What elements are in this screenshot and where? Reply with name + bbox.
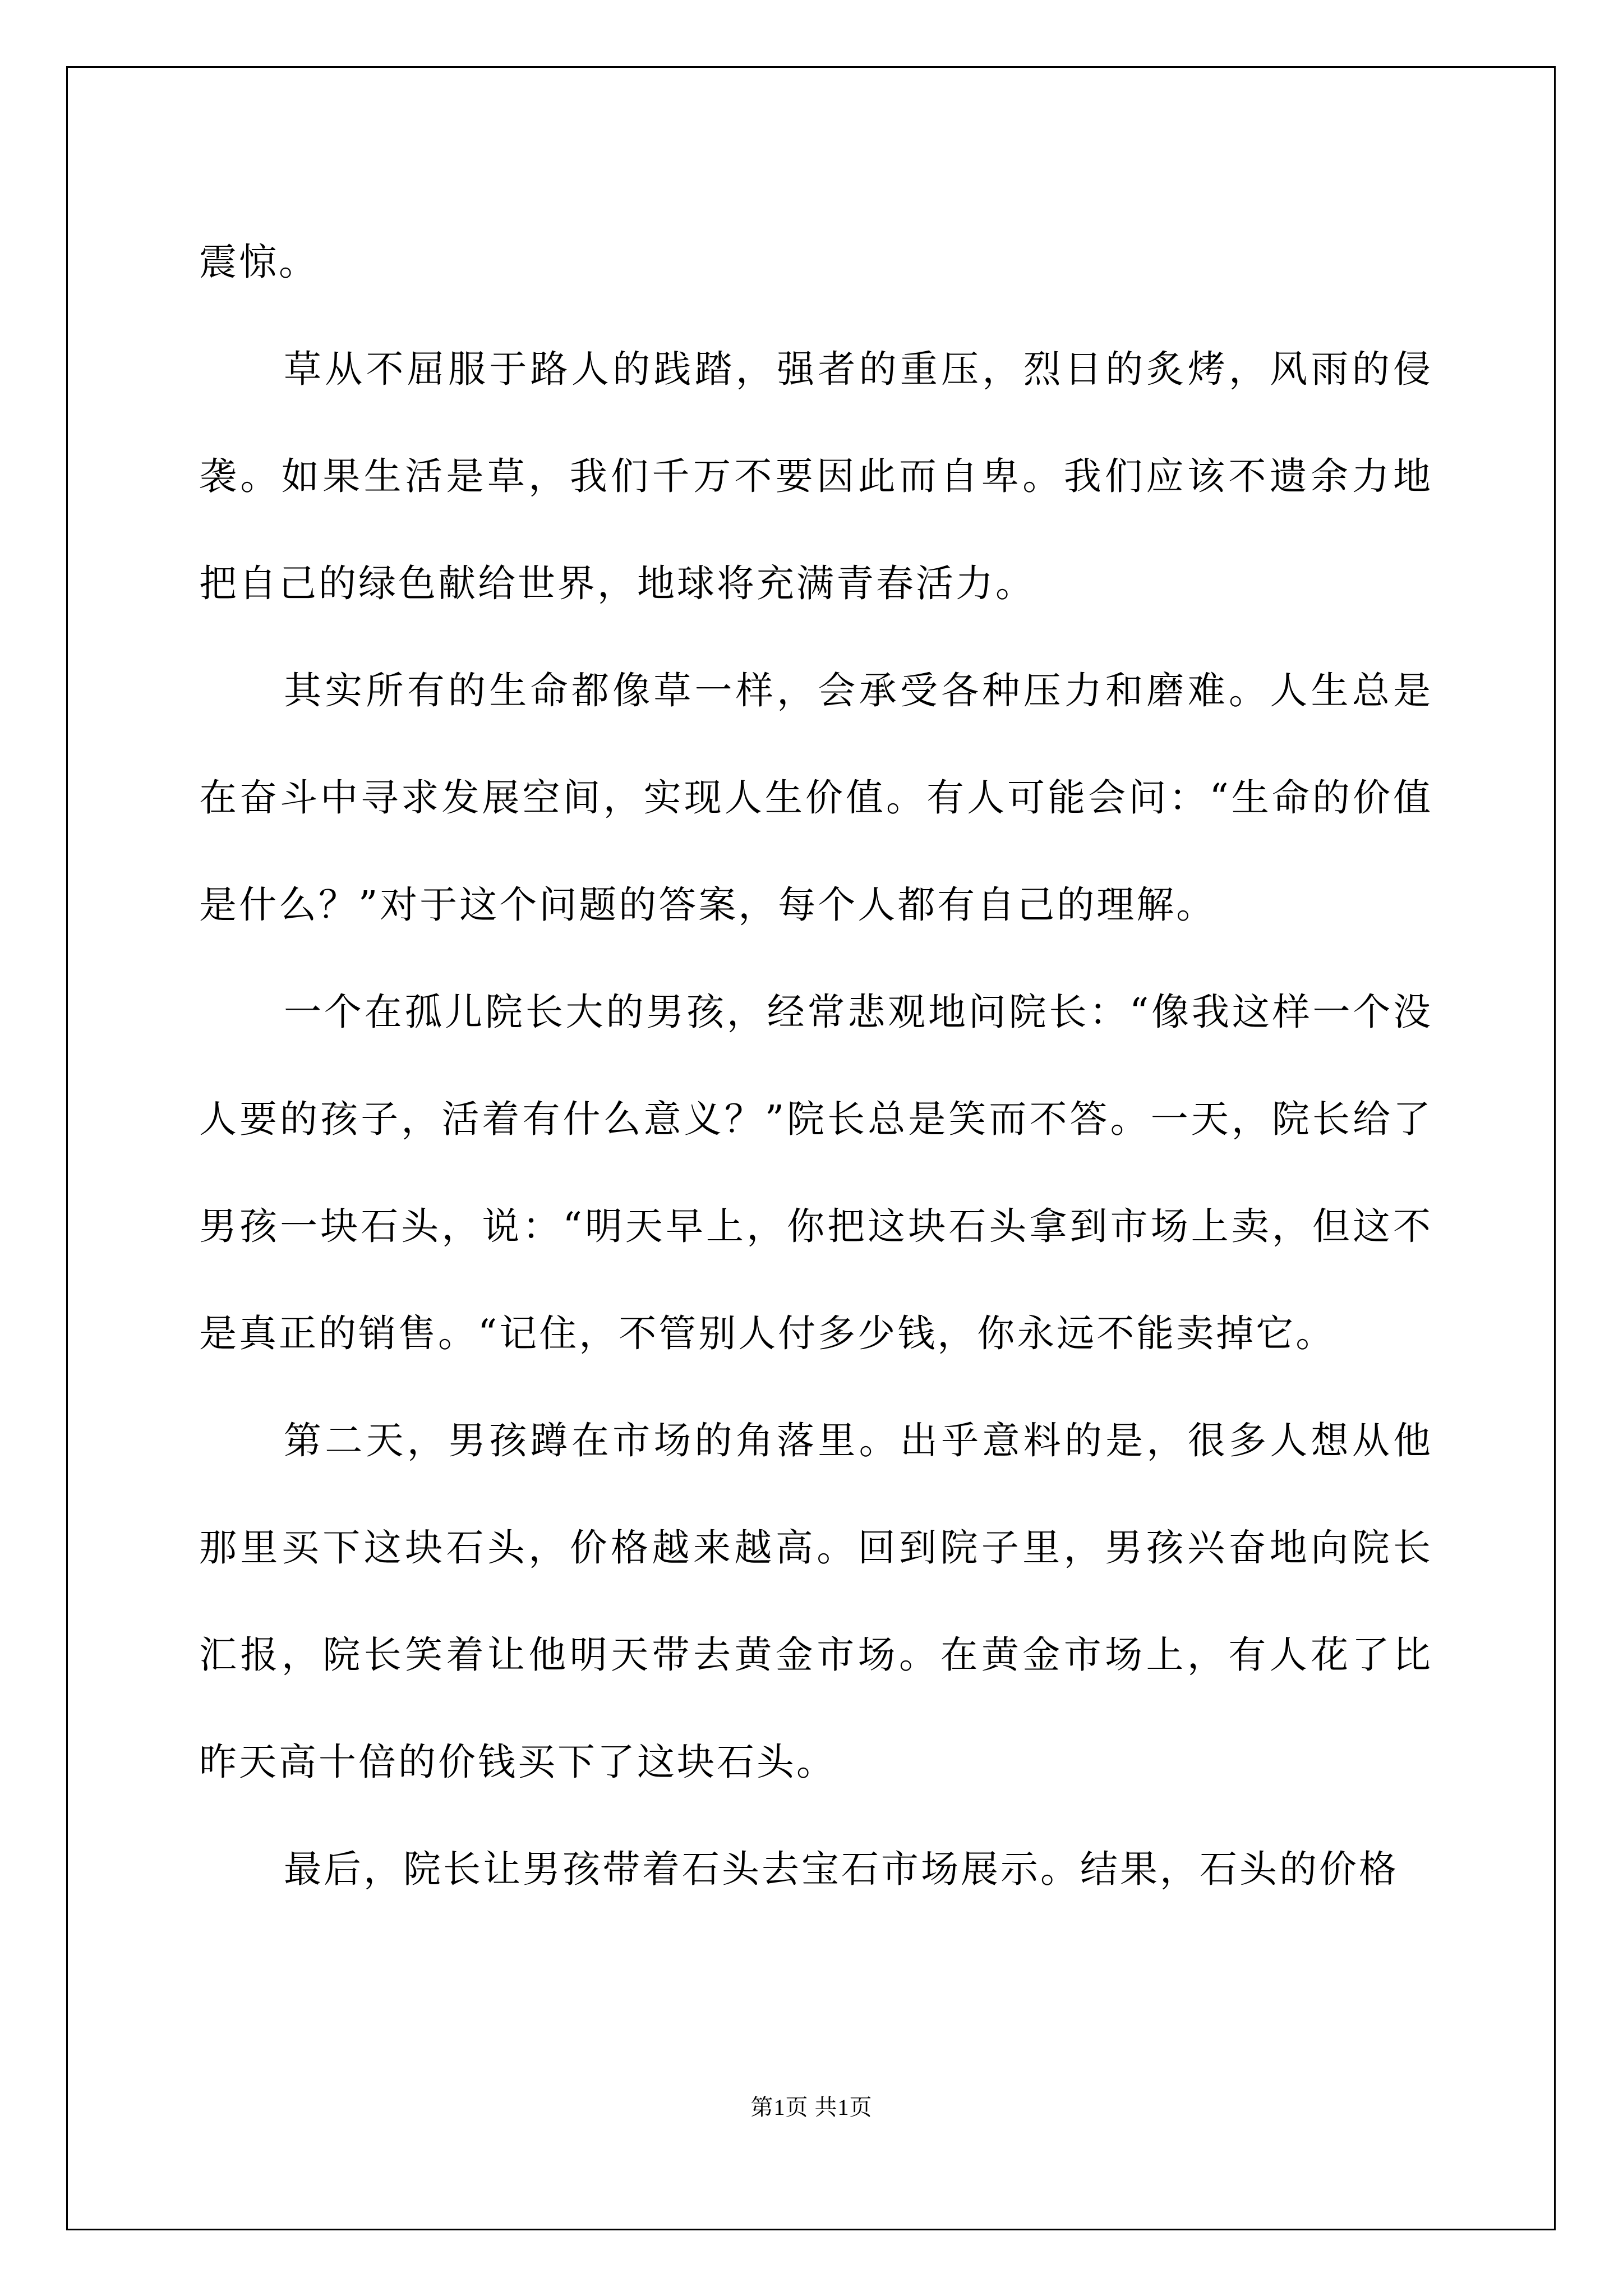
document-body [199, 209, 1433, 1923]
page-footer: 第1页 共1页 [750, 2095, 873, 2120]
paragraph: 第二天，男孩蹲在市场的角落里。出乎意料的是，很多人想从他那里买下这块石头，价格越来越高。回到院子里，男孩兴奋地向院长汇报，院长笑着让他明天带去黄金市场。在黄金市场上，有人花了比昨天高十倍的价钱买下了这块石头。 [199, 1419, 1433, 1784]
paragraph: 最后，院长让男孩带着石头去宝石市场展示。结果，石头的价格 [284, 1847, 1399, 1891]
paragraph: 震惊。 [199, 240, 319, 284]
paragraph: 草从不屈服于路人的践踏，强者的重压，烈日的炙烤，风雨的侵袭。如果生活是草，我们千万不要因此而自卑。我们应该不遗余力地把自己的绿色献给世界，地球将充满青春活力。 [199, 347, 1433, 605]
paragraph: 其实所有的生命都像草一样，会承受各种压力和磨难。人生总是在奋斗中寻求发展空间，实现人生价值。有人可能会问：“生命的价值是什么？”对于这个问题的答案，每个人都有自己的理解。 [199, 669, 1433, 927]
paragraph: 一个在孤儿院长大的男孩，经常悲观地问院长：“像我这样一个没人要的孩子，活着有什么意义？”院长总是笑而不答。一天，院长给了男孩一块石头，说：“明天早上，你把这块石头拿到市场上卖，但这不是真正的销售。“记住，不管别人付多少钱，你永远不能卖掉它。 [199, 990, 1433, 1355]
